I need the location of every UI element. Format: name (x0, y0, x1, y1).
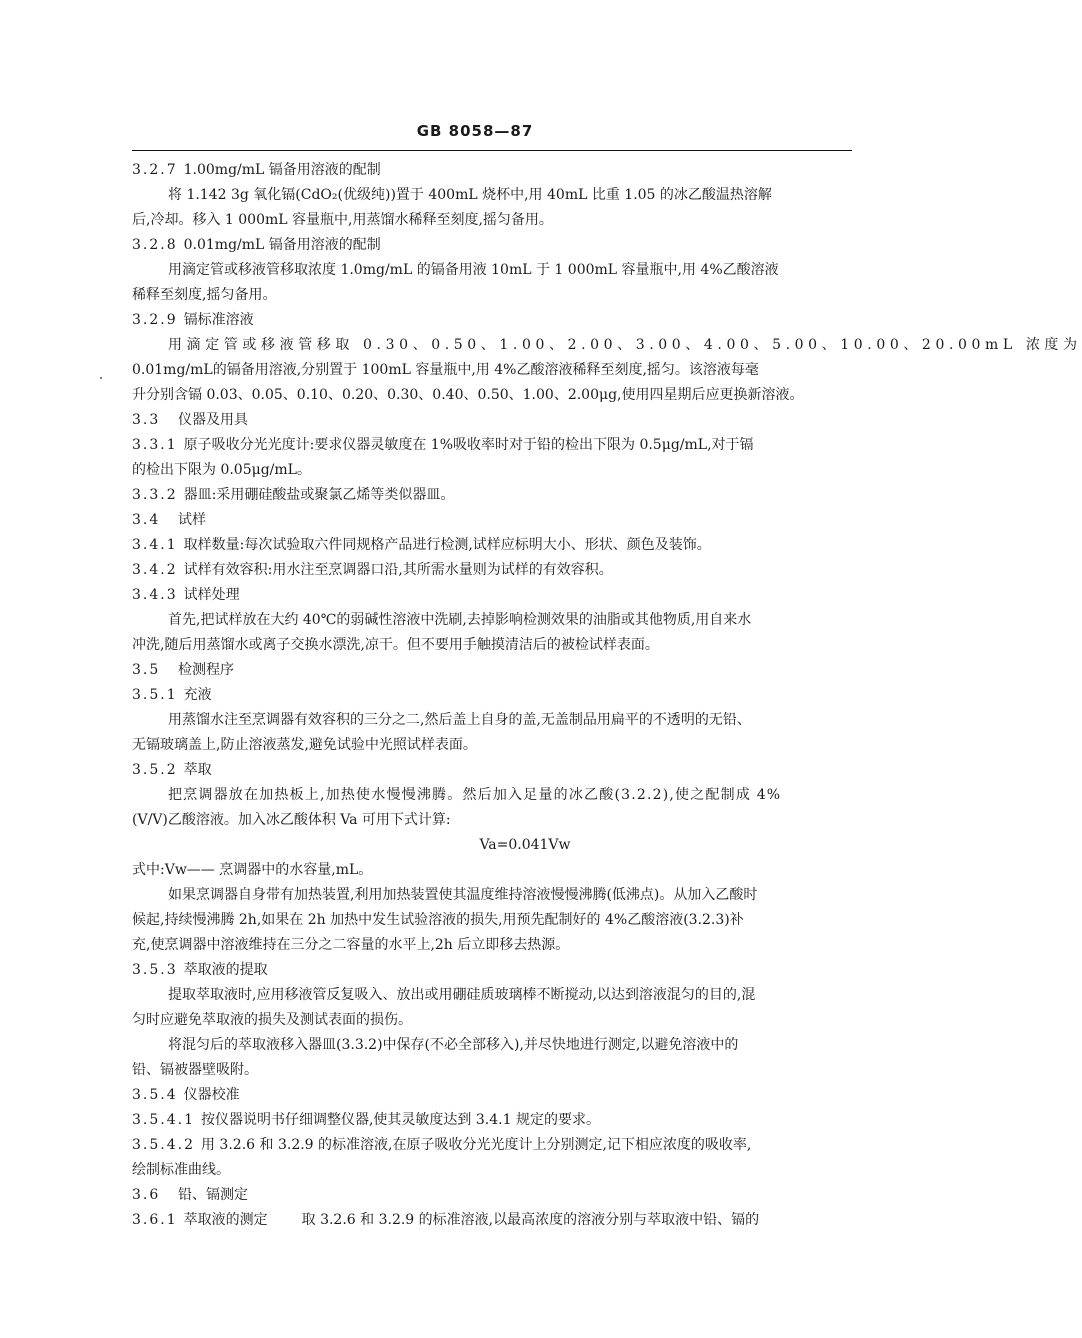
paragraph-line: 无镉玻璃盖上,防止溶液蒸发,避免试验中光照试样表面。 (132, 737, 477, 753)
paragraph-line: 升分别含镉 0.03、0.05、0.10、0.20、0.30、0.40、0.50、1.00、2.00μg,使用四星期后应更换新溶液。 (132, 387, 804, 403)
paragraph-line: 3.5.4.1 按仪器说明书仔细调整仪器,使其灵敏度达到 3.4.1 规定的要求。 (132, 1112, 600, 1128)
paragraph-line: 充,使烹调器中溶液维持在三分之二容量的水平上,2h 后立即移去热源。 (132, 937, 570, 953)
paragraph-line: 3.3.2 器皿:采用硼硅酸盐或聚氯乙烯等类似器皿。 (132, 487, 455, 503)
paragraph-line: 将 1.142 3g 氧化镉(CdO₂(优级纯))置于 400mL 烧杯中,用 40mL 比重 1.05 的冰乙酸温热溶解 (168, 187, 772, 203)
paragraph-line: 如果烹调器自身带有加热装置,利用加热装置使其温度维持溶液慢慢沸腾(低沸点)。从加入乙酸时 (168, 887, 758, 903)
paragraph-line: 3.4.2 试样有效容积:用水注至烹调器口沿,其所需水量则为试样的有效容积。 (132, 562, 613, 578)
paragraph-line: 冲洗,随后用蒸馏水或离子交换水漂洗,凉干。但不要用手触摸清洁后的被检试样表面。 (132, 637, 659, 653)
header-rule (132, 150, 852, 151)
paragraph-line: 用滴定管或移液管移取 0.30、0.50、1.00、2.00、3.00、4.00、5.00、10.00、20.00mL 浓度为 (168, 337, 1082, 353)
paragraph-line: 3.6.1 萃取液的测定 取 3.2.6 和 3.2.9 的标准溶液,以最高浓度的溶液分别与萃取液中铅、镉的 (132, 1212, 760, 1228)
paragraph-line: 把烹调器放在加热板上,加热使水慢慢沸腾。然后加入足量的冰乙酸(3.2.2),使之配制成 4% (168, 787, 782, 803)
paragraph-line: 3.4.1 取样数量:每次试验取六件同规格产品进行检测,试样应标明大小、形状、颜色及装饰。 (132, 537, 711, 553)
section-heading: 3.2.7 1.00mg/mL 镉备用溶液的配制 (132, 162, 381, 178)
section-heading: 3.2.9 镉标准溶液 (132, 312, 254, 328)
paragraph-line: 绘制标准曲线。 (132, 1162, 230, 1178)
formula: Va=0.041Vw (479, 837, 571, 853)
paragraph-line: 提取萃取液时,应用移液管反复吸入、放出或用硼硅质玻璃棒不断搅动,以达到溶液混匀的目的,混 (168, 987, 756, 1003)
paragraph-line: 3.5.4.2 用 3.2.6 和 3.2.9 的标准溶液,在原子吸收分光光度计上分别测定,记下相应浓度的吸收率, (132, 1137, 752, 1153)
page-header: GB 8058—87 (416, 122, 534, 140)
paragraph-line: 的检出下限为 0.05μg/mL。 (132, 462, 311, 478)
document-body (132, 158, 1082, 1233)
paragraph-line: 用蒸馏水注至烹调器有效容积的三分之二,然后盖上自身的盖,无盖制品用扁平的不透明的无铅、 (168, 712, 751, 728)
paragraph-line: 将混匀后的萃取液移入器皿(3.3.2)中保存(不必全部移入),并尽快地进行测定,以避免溶液中的 (168, 1037, 739, 1053)
paragraph-line: 匀时应避免萃取液的损失及测试表面的损伤。 (132, 1012, 412, 1028)
section-heading: 3.5.4 仪器校准 (132, 1087, 240, 1103)
section-heading: 3.5.2 萃取 (132, 762, 212, 778)
paragraph-line: 用滴定管或移液管移取浓度 1.0mg/mL 的镉备用液 10mL 于 1 000mL 容量瓶中,用 4%乙酸溶液 (168, 262, 779, 278)
margin-mark (100, 377, 102, 379)
section-heading: 3.5.3 萃取液的提取 (132, 962, 268, 978)
section-heading: 3.4.3 试样处理 (132, 587, 240, 603)
paragraph-line: 后,冷却。移入 1 000mL 容量瓶中,用蒸馏水稀释至刻度,摇匀备用。 (132, 212, 553, 228)
paragraph-line: 稀释至刻度,摇匀备用。 (132, 287, 277, 303)
paragraph-line: (V/V)乙酸溶液。加入冰乙酸体积 Va 可用下式计算: (132, 812, 451, 828)
section-heading: 3.6 铅、镉测定 (132, 1187, 248, 1203)
section-heading: 3.4 试样 (132, 512, 206, 528)
paragraph-line: 候起,持续慢沸腾 2h,如果在 2h 加热中发生试验溶液的损失,用预先配制好的 4%乙酸溶液(3.2.3)补 (132, 912, 744, 928)
section-heading: 3.3 仪器及用具 (132, 412, 248, 428)
section-heading: 3.5 检测程序 (132, 662, 234, 678)
paragraph-line: 铅、镉被器壁吸附。 (132, 1062, 258, 1078)
paragraph-line: 3.3.1 原子吸收分光光度计:要求仪器灵敏度在 1%吸收率时对于铅的检出下限为 0.5μg/mL,对于镉 (132, 437, 754, 453)
paragraph-line: 首先,把试样放在大约 40℃的弱碱性溶液中洗刷,去掉影响检测效果的油脂或其他物质,用自来水 (168, 612, 752, 628)
section-heading: 3.2.8 0.01mg/mL 镉备用溶液的配制 (132, 237, 381, 253)
paragraph-line: 0.01mg/mL的镉备用溶液,分别置于 100mL 容量瓶中,用 4%乙酸溶液稀释至刻度,摇匀。该溶液每毫 (132, 362, 759, 378)
formula-where: 式中:Vw—— 烹调器中的水容量,mL。 (132, 862, 373, 878)
section-heading: 3.5.1 充液 (132, 687, 212, 703)
